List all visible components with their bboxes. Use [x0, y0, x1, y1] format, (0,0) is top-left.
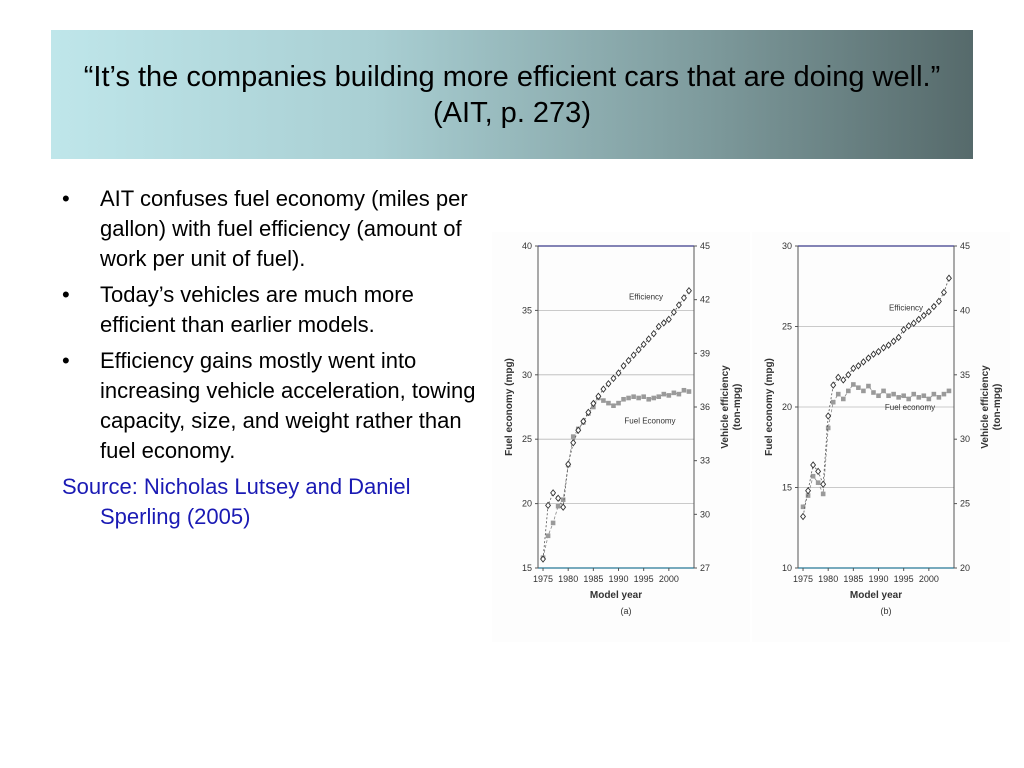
x-tick-label: 1975	[533, 574, 554, 584]
chart-a	[492, 232, 750, 642]
data-point-efficiency	[806, 488, 811, 494]
y-axis-label: Fuel economy (mpg)	[764, 358, 775, 456]
data-point-efficiency	[561, 504, 566, 510]
data-point-fuel-economy	[906, 397, 911, 402]
bullet-marker: •	[62, 348, 70, 373]
data-point-fuel-economy	[641, 394, 646, 399]
y-tick-label: 20	[781, 402, 792, 412]
y2-tick-label: 35	[960, 369, 971, 380]
x-tick-label: 1990	[608, 574, 629, 584]
data-point-fuel-economy	[682, 388, 687, 393]
data-point-efficiency	[906, 323, 911, 329]
y-tick-label: 30	[781, 241, 792, 251]
x-tick-label: 2000	[658, 574, 679, 584]
data-point-fuel-economy	[606, 401, 611, 406]
data-point-fuel-economy	[626, 396, 631, 401]
data-point-fuel-economy	[816, 480, 821, 485]
y-tick-label: 25	[521, 434, 532, 445]
y-tick-label: 10	[781, 563, 792, 573]
data-point-fuel-economy	[871, 390, 876, 395]
data-point-efficiency	[866, 355, 871, 361]
bullet-list	[62, 184, 482, 532]
data-point-efficiency	[856, 363, 861, 369]
data-point-efficiency	[821, 481, 826, 487]
data-point-efficiency	[551, 490, 556, 496]
x-tick-label: 1995	[893, 574, 914, 584]
y-tick-label: 15	[521, 563, 532, 573]
series-label-efficiency: Efficiency	[888, 303, 924, 313]
x-tick-label: 2000	[918, 574, 939, 584]
data-point-fuel-economy	[866, 384, 871, 389]
y-tick-label: 25	[781, 321, 792, 332]
data-point-fuel-economy	[646, 397, 651, 402]
y2-tick-label: 25	[960, 498, 971, 509]
y-tick-label: 20	[521, 498, 532, 509]
data-point-fuel-economy	[927, 397, 932, 402]
series-line-fuel-economy	[543, 390, 689, 557]
slide-title: “It’s the companies building more efficient cars that are doing well.” (AIT, p. 273)	[83, 60, 941, 129]
data-point-fuel-economy	[561, 497, 566, 502]
data-point-fuel-economy	[677, 392, 682, 397]
data-point-fuel-economy	[942, 392, 947, 397]
data-point-fuel-economy	[861, 389, 866, 394]
bullet-marker: •	[62, 282, 70, 307]
y2-tick-label: 45	[700, 241, 711, 251]
data-point-fuel-economy	[922, 393, 927, 398]
data-point-efficiency	[811, 462, 816, 468]
data-point-fuel-economy	[826, 426, 831, 431]
data-point-fuel-economy	[571, 434, 576, 439]
data-point-fuel-economy	[916, 395, 921, 400]
x-tick-label: 1980	[558, 574, 579, 584]
data-point-fuel-economy	[546, 534, 551, 539]
x-tick-label: 1995	[633, 574, 654, 584]
y2-axis-label-unit: (ton-mpg)	[992, 383, 1003, 431]
data-point-efficiency	[926, 309, 931, 315]
data-point-fuel-economy	[831, 400, 836, 405]
y2-axis-label: Vehicle efficiency	[720, 365, 731, 449]
data-point-fuel-economy	[932, 392, 937, 397]
bullet-item	[62, 346, 482, 466]
x-tick-label: 1985	[583, 574, 604, 584]
x-tick-label: 1980	[818, 574, 839, 584]
data-point-fuel-economy	[616, 401, 621, 406]
x-tick-label: 1985	[843, 574, 864, 584]
data-point-efficiency	[947, 275, 952, 281]
chart-a-svg	[492, 232, 750, 642]
data-point-fuel-economy	[811, 474, 816, 479]
data-point-fuel-economy	[856, 385, 861, 390]
data-point-fuel-economy	[636, 396, 641, 401]
y2-tick-label: 40	[960, 305, 971, 316]
chart-b	[752, 232, 1010, 642]
data-point-fuel-economy	[601, 398, 606, 403]
data-point-efficiency	[891, 338, 896, 344]
y2-axis-label-unit: (ton-mpg)	[732, 383, 743, 431]
bullet-text: Today’s vehicles are much more efficient than earlier models.	[100, 282, 414, 337]
data-point-efficiency	[871, 351, 876, 357]
y2-tick-label: 20	[960, 563, 971, 573]
data-point-fuel-economy	[656, 394, 661, 399]
data-point-fuel-economy	[947, 389, 952, 394]
data-point-efficiency	[801, 513, 806, 519]
y-tick-label: 30	[521, 369, 532, 380]
data-point-fuel-economy	[662, 392, 667, 397]
data-point-efficiency	[911, 320, 916, 326]
x-tick-label: 1990	[868, 574, 889, 584]
panel-label: (b)	[880, 606, 892, 616]
data-point-efficiency	[901, 327, 906, 333]
data-point-fuel-economy	[901, 393, 906, 398]
data-point-efficiency	[937, 298, 942, 304]
source-citation: Source: Nicholas Lutsey and Daniel Sperling (2005)	[62, 474, 411, 529]
title-bar	[51, 30, 973, 159]
bullet-item	[62, 280, 482, 340]
panel-label: (a)	[620, 606, 632, 616]
bullet-text: Efficiency gains mostly went into increasing vehicle acceleration, towing capacity, size, and weight rather than fuel economy.	[100, 348, 476, 463]
data-point-fuel-economy	[911, 392, 916, 397]
data-point-efficiency	[876, 349, 881, 355]
y2-tick-label: 42	[700, 294, 711, 305]
data-point-fuel-economy	[556, 504, 561, 509]
data-point-efficiency	[881, 345, 886, 351]
y-tick-label: 15	[781, 482, 792, 493]
y2-tick-label: 36	[700, 402, 711, 412]
chart-b-svg	[752, 232, 1010, 642]
y-tick-label: 35	[521, 305, 532, 316]
data-point-fuel-economy	[672, 391, 677, 396]
bullet-item	[62, 184, 482, 274]
bullet-text: AIT confuses fuel economy (miles per gallon) with fuel efficiency (amount of work per unit of fuel).	[100, 186, 468, 271]
data-point-fuel-economy	[551, 521, 556, 526]
y2-tick-label: 27	[700, 563, 711, 573]
x-tick-label: 1975	[793, 574, 814, 584]
data-point-fuel-economy	[821, 492, 826, 497]
data-point-fuel-economy	[836, 392, 841, 397]
data-point-fuel-economy	[841, 397, 846, 402]
data-point-efficiency	[636, 347, 641, 353]
data-point-efficiency	[886, 342, 891, 348]
y2-tick-label: 33	[700, 455, 711, 466]
data-point-efficiency	[666, 316, 671, 322]
data-point-fuel-economy	[621, 397, 626, 402]
x-axis-label: Model year	[589, 590, 643, 601]
data-point-efficiency	[916, 316, 921, 322]
y2-tick-label: 39	[700, 348, 711, 359]
bullet-marker: •	[62, 186, 70, 211]
data-point-fuel-economy	[896, 395, 901, 400]
data-point-fuel-economy	[937, 395, 942, 400]
data-point-fuel-economy	[631, 394, 636, 399]
data-point-fuel-economy	[667, 393, 672, 398]
data-point-fuel-economy	[846, 389, 851, 394]
data-point-fuel-economy	[891, 392, 896, 397]
series-label-fuel-economy: Fuel Economy	[624, 416, 676, 426]
y2-tick-label: 30	[960, 434, 971, 445]
y2-tick-label: 30	[700, 509, 711, 520]
y-tick-label: 40	[521, 241, 532, 251]
data-point-efficiency	[661, 320, 666, 326]
y2-axis-label: Vehicle efficiency	[980, 365, 991, 449]
series-label-fuel-economy: Fuel economy	[884, 403, 936, 413]
series-label-efficiency: Efficiency	[628, 292, 664, 302]
data-point-fuel-economy	[851, 382, 856, 387]
y-axis-label: Fuel economy (mpg)	[504, 358, 515, 456]
data-point-efficiency	[896, 334, 901, 340]
data-point-fuel-economy	[687, 389, 692, 394]
data-point-fuel-economy	[886, 393, 891, 398]
x-axis-label: Model year	[849, 590, 903, 601]
data-point-efficiency	[826, 413, 831, 419]
data-point-fuel-economy	[876, 393, 881, 398]
data-point-fuel-economy	[611, 403, 616, 408]
data-point-efficiency	[861, 359, 866, 365]
data-point-fuel-economy	[651, 396, 656, 401]
data-point-fuel-economy	[881, 389, 886, 394]
data-point-efficiency	[841, 377, 846, 383]
data-point-efficiency	[942, 289, 947, 295]
data-point-efficiency	[921, 313, 926, 319]
y2-tick-label: 45	[960, 241, 971, 251]
